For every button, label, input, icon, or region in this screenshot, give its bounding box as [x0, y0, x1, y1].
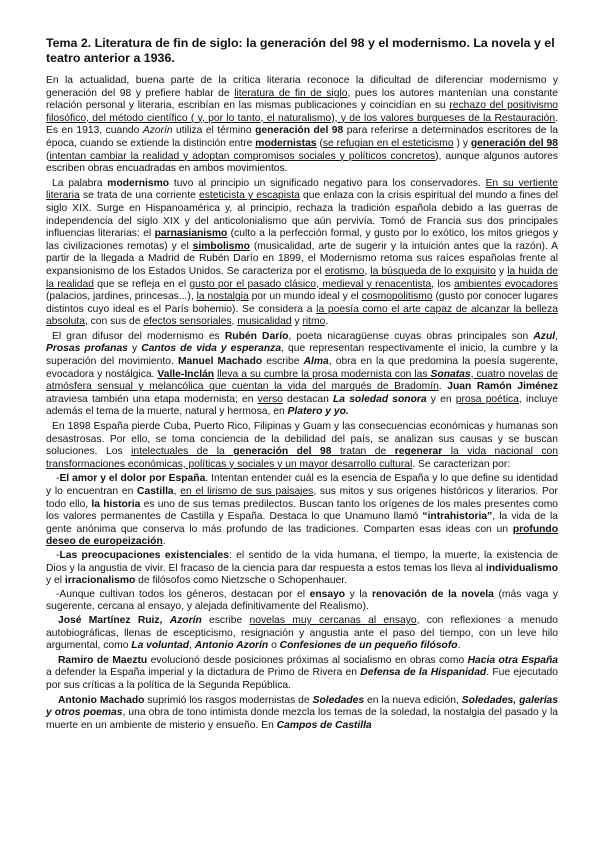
- text-run: , la vida de la gente anónima que conserva lo más profundo de las tradiciones. Comparten esas ideas con un: [46, 511, 558, 535]
- text-run: (: [316, 137, 323, 149]
- text-run: En su vertiente literaria: [46, 177, 559, 202]
- text-run: verso: [257, 393, 283, 405]
- text-run: .: [438, 381, 448, 393]
- text-run: Manuel Machado: [177, 356, 263, 368]
- text-run: Castilla: [137, 486, 174, 497]
- text-run: Juan Ramón Jiménez: [447, 381, 558, 393]
- text-run: y la: [345, 588, 372, 600]
- text-run: , que representan respectivamente el inicio, la cumbre y la superación del movimiento.: [46, 343, 559, 368]
- list-item: [46, 550, 558, 588]
- text-run: gusto por el pasado clásico, medieval y renacentista: [189, 278, 432, 290]
- text-run: El gran difusor del modernismo es: [52, 330, 225, 342]
- text-run: prosa poética: [455, 393, 519, 405]
- text-run: La palabra: [52, 177, 108, 189]
- text-run: ensayo: [309, 588, 346, 600]
- text-run: modernismo: [107, 177, 170, 189]
- text-run: . Fue ejecutado por sus críticas a la política de la Segunda República.: [46, 667, 559, 691]
- text-run: Prosas profanas: [46, 343, 128, 355]
- text-run: la nostalgia: [196, 291, 249, 303]
- text-run: generación del 98: [233, 446, 332, 458]
- text-run: Alma: [303, 356, 329, 368]
- text-run: irracionalismo: [64, 575, 136, 587]
- text-run: y: [495, 265, 508, 277]
- paragraph: [46, 178, 558, 329]
- text-run: (palacios, jardines, princesas...),: [46, 291, 197, 303]
- text-run: para referirse a determinados escritores de la época, cuando se extiende la distinción entre: [46, 125, 558, 149]
- text-run: modernistas: [255, 137, 317, 149]
- text-run: intentan cambiar la realidad y adoptan compromisos sociales y políticos concretos: [49, 150, 436, 162]
- text-run: se refugian en el esteticismo: [322, 137, 454, 149]
- list-item: [46, 589, 558, 614]
- text-run: Cantos de vida y esperanza: [141, 343, 282, 355]
- text-run: Azorín: [142, 125, 173, 137]
- text-run: Rubén Darío: [224, 330, 289, 342]
- text-run: de filósofos como Nietzsche o Schopenhauer.: [135, 575, 348, 587]
- text-run: , poeta nicaragüense cuyas obras principales son: [288, 330, 534, 342]
- text-run: . Es en 1913, cuando: [46, 112, 558, 137]
- text-run: (: [46, 150, 50, 162]
- text-run: regenerar: [394, 446, 443, 458]
- paragraph: [46, 615, 558, 653]
- text-run: Platero y yo.: [287, 406, 349, 418]
- text-run: , obra en la que predomina la poesía sugerente, evocadora y nostálgica.: [46, 356, 559, 380]
- text-run: Azul: [533, 330, 556, 342]
- text-run: es uno de sus temas predilectos. Buscan tanto los orígenes de los males presentes como los valores permanentes de Castilla y España. Destaca lo que Unamuno llamó: [46, 498, 559, 523]
- text-run: .: [162, 536, 166, 548]
- text-run: (gusto por conocer lugares distintos cuyo ideal es el París bohemio). Se considera a: [46, 291, 559, 315]
- text-run: musicalidad: [237, 316, 292, 328]
- list-item: [46, 473, 558, 549]
- text-run: ,: [555, 330, 558, 342]
- text-run: (más vaga y sugerente, cercana al ensayo, y alejada definitivamente del Realismo).: [46, 588, 559, 613]
- text-run: Valle-Inclán: [157, 368, 215, 380]
- text-run: se trata de una corriente: [79, 190, 200, 202]
- text-run: -: [56, 549, 60, 561]
- text-run: rechazo del positivismo filosófico, del método científico ( y, por lo tanto, el naturalismo), y de los valores burgueses de la Restauración: [46, 100, 558, 124]
- paragraph: [46, 75, 558, 176]
- text-run: Sonatas: [430, 368, 471, 380]
- text-run: ,: [364, 265, 371, 277]
- text-run: , incluye además el tema de la muerte, natural y hermosa, en: [46, 393, 558, 418]
- text-run: -: [56, 473, 60, 485]
- text-run: Hacia otra España: [467, 654, 558, 666]
- text-run: José Martínez Ruiz,: [58, 614, 170, 626]
- text-run: simbolismo: [192, 240, 250, 252]
- text-run: Antonio Machado: [58, 694, 145, 706]
- text-run: -Aunque cultivan todos los géneros, destacan por el: [56, 588, 310, 600]
- paragraph: [46, 655, 558, 693]
- text-run: novelas muy cercanas al ensayo: [249, 614, 417, 626]
- text-run: Ramiro de Maeztu: [58, 654, 148, 666]
- text-run: escribe: [201, 614, 250, 626]
- text-run: , pues los autores mantenían una constante relación personal y literaria, escribían en las mismas publicaciones y coincidían en su: [46, 87, 559, 112]
- text-run: cosmopolitismo: [361, 291, 433, 303]
- text-run: ,: [173, 486, 181, 497]
- text-run: Las preocupaciones existenciales: [59, 549, 229, 561]
- text-run: evolucionó desde posiciones próximas al socialismo en obras como: [147, 654, 468, 666]
- text-run: tuvo al principio un significado negativo para los conservadores.: [169, 177, 486, 189]
- body-text: [46, 75, 558, 732]
- text-run: Defensa de la Hispanidad: [360, 667, 487, 679]
- text-run: atraviesa también una etapa modernista; en: [46, 393, 258, 405]
- text-run: El amor y el dolor por España: [59, 473, 206, 485]
- text-run: ritmo: [302, 316, 326, 328]
- text-run: la poesía como el arte capaz de alcanzar la belleza absoluta: [46, 303, 558, 328]
- text-run: destacan: [282, 393, 334, 405]
- text-run: a defender la España imperial y la dictadura de Primo de Rivera en: [46, 667, 361, 679]
- text-run: erotismo: [324, 265, 365, 277]
- text-run: efectos sensoriales: [143, 316, 232, 328]
- text-run: En 1898 España pierde Cuba, Puerto Rico, Filipinas y Guam y las consecuencias económicas y humanas son desastrosas. Por ello, se toma conciencia de la debilidad del país, se analizan sus causas y se buscan soluciones. Los: [46, 421, 558, 458]
- text-run: La soledad sonora: [333, 393, 427, 405]
- text-run: , con sus de: [84, 316, 144, 328]
- text-run: , los: [431, 278, 454, 290]
- text-run: parnasianismo: [154, 228, 228, 240]
- page-title: Tema 2. Literatura de fin de siglo: la generación del 98 y el modernismo. La novela y el teatro anterior a 1936.: [46, 36, 555, 65]
- text-run: . Intentan entender cuál es la esencia de España y lo que define su identidad y lo encuentran en: [46, 473, 558, 497]
- text-run: generación del 98: [255, 125, 344, 137]
- text-run: , con reflexiones a menudo autobiográficas, llenas de escepticismo, resignación y angustia ante el paso del tiempo, con un leve hilo argumental, como: [46, 614, 558, 652]
- text-run: literatura de fin de siglo: [234, 87, 348, 99]
- text-run: En la actualidad, buena parte de la crítica literaria reconoce la dificultad de diferenciar modernismo y generación del 98 y prefiere hablar de: [46, 75, 558, 99]
- text-run: y en: [426, 393, 456, 405]
- text-run: profundo deseo de europeización: [46, 523, 558, 548]
- text-run: , sus mitos y sus orígenes históricos y literarios. Por todo ello,: [46, 486, 558, 510]
- text-run: , cuatro novelas de atmósfera sensual y melancólica que cuentan la vida del marqués de Bradomín: [46, 368, 558, 393]
- text-run: la historia: [91, 498, 141, 510]
- text-run: ), aunque algunos autores escriben obras encuadradas en ambos movimientos.: [46, 150, 558, 175]
- text-run: Soledades, galerías y otros poemas: [46, 694, 559, 719]
- text-run: “intrahistoria”: [422, 511, 493, 523]
- text-run: .: [457, 640, 461, 652]
- text-run: Confesiones de un pequeño filósofo: [279, 640, 458, 652]
- text-run: y: [127, 343, 142, 355]
- text-run: .: [325, 316, 329, 328]
- text-run: la vida nacional con transformaciones económicas, políticas y sociales y un mayor desarrollo cultural: [46, 446, 558, 470]
- text-run: (musicalidad, arte de sugerir y la intuición antes que la razón). A partir de la llegada a Madrid de Rubén Darío en 1899, el Modernismo retoma sus raíces españolas frente al expansionismo de los Estados Unidos. Se caracteriza por el: [46, 240, 558, 277]
- text-run: o: [268, 640, 280, 652]
- text-run: que enlaza con la crisis espiritual del mundo a fines del siglo XIX. Surge en Hispanoamérica y, al principio, rechaza la tradición española debido a las guerras de independencia del siglo XIX y del anticolonialismo que aún pervivía. Tomó de Francia sus dos principales influencias literarias: el: [46, 190, 559, 240]
- text-run: la huida de la realidad: [46, 265, 558, 290]
- text-run: renovación de la novela: [372, 588, 494, 600]
- text-run: : el sentido de la vida humana, el tiempo, la muerte, la existencia de Dios y la angustia de vivir. El fracaso de la ciencia para dar respuesta a estos temas los lleva al: [46, 549, 559, 574]
- text-run: y: [291, 316, 303, 328]
- text-run: tratan de: [331, 446, 395, 458]
- text-run: que se refleja en el: [93, 278, 190, 290]
- paragraph: [46, 695, 558, 733]
- text-run: Azorín: [169, 614, 202, 626]
- text-run: ,: [231, 316, 238, 328]
- text-run: y el: [46, 575, 65, 587]
- text-run: suprimió los rasgos modernistas de: [144, 694, 313, 706]
- text-run: lleva a su cumbre la prosa modernista con las: [217, 368, 431, 380]
- text-run: esteticista y escapista: [199, 190, 300, 202]
- text-run: la búsqueda de lo exquisito: [370, 265, 496, 277]
- paragraph: [46, 331, 558, 419]
- text-run: individualismo: [485, 562, 558, 574]
- text-run: Campos de Castilla: [276, 719, 372, 731]
- text-run: intelectuales de la: [131, 446, 234, 458]
- text-run: La voluntad: [131, 640, 190, 652]
- paragraph: [46, 421, 558, 471]
- text-run: , una obra de tono intimista donde mezcla los temas de la soledad, la nostalgia del pasado y la muerte en un ambiente de misterio y ensueño. En: [46, 707, 558, 731]
- text-run: Soledades: [312, 694, 365, 706]
- text-run: (culto a la perfección formal, y gusto por lo exótico, los mitos griegos y las civilizaciones remotas) y el: [46, 228, 558, 252]
- text-run: . Se caracterizan por:: [412, 458, 511, 470]
- text-run: ,: [189, 640, 195, 652]
- text-run: en la nueva edición,: [364, 694, 462, 706]
- text-run: generación del 98: [470, 137, 558, 149]
- text-run: ) y: [453, 137, 471, 149]
- text-run: ambientes evocadores: [453, 278, 558, 290]
- text-run: escribe: [262, 356, 304, 368]
- text-run: utiliza el término: [172, 125, 256, 137]
- text-run: en el lirismo de sus paisajes: [180, 486, 314, 497]
- text-run: por un mundo ideal y el: [248, 291, 362, 303]
- text-run: Antonio Azorín: [194, 640, 269, 652]
